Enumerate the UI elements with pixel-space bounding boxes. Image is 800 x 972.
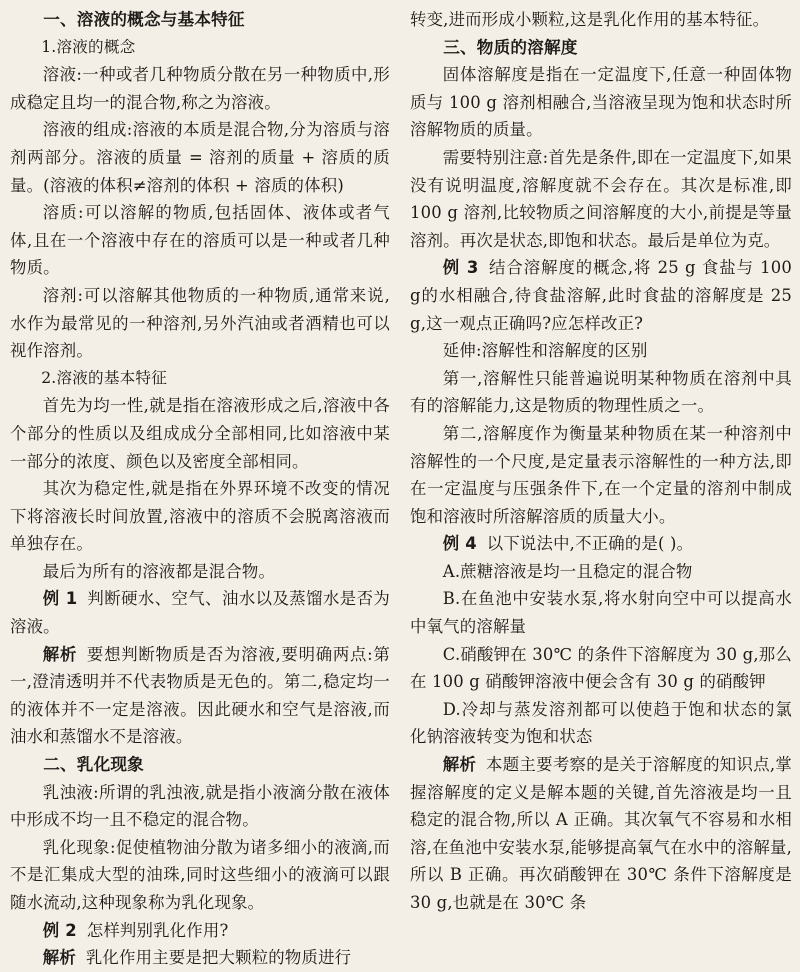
example-2-analysis [10,944,390,972]
analysis-1-text: 要想判断物质是否为溶液,要明确两点:第一,澄清透明并不代表物质是无色的。第二,稳定均一的液体并不一定是溶液。因此硬水和空气是溶液,而油水和蒸馏水不是溶液。 [10,644,391,747]
para-solution-definition: 溶液:一种或者几种物质分散在另一种物质中,形成稳定且均一的混合物,称之为溶液。 [10,65,390,112]
example-4-text: 以下说法中,不正确的是( )。 [486,534,694,554]
para-extension: 延伸:溶解性和溶解度的区别 [442,341,648,361]
left-column [10,6,390,972]
para-uniformity: 首先为均一性,就是指在溶液形成之后,溶液中各个部分的性质以及组成成分全部相同,比如溶液中某一部分的浓度、颜色以及密度全部相同。 [10,396,390,471]
para-solute: 溶质:可以溶解的物质,包括固体、液体或者气体,且在一个溶液中存在的溶质可以是一种或者几种物质。 [10,203,390,278]
analysis-1-tag: 解析 [42,644,78,664]
section-2-title: 二、乳化现象 [43,755,144,775]
option-c: C.硝酸钾在 30℃ 的条件下溶解度为 30 g,那么在 100 g 硝酸钾溶液中便会含有 30 g 的硝酸钾 [410,644,792,692]
example-3 [410,254,792,337]
para-special-note: 需要特别注意:首先是条件,即在一定温度下,如果没有说明温度,溶解度就不会存在。其次是标准,即 100 g 溶剂,比较物质之间溶解度的大小,前提是等量溶剂。再次是状态,即饱和状态。最后是单位为克。 [410,147,792,250]
option-b: B.在鱼池中安装水泵,将水射向空中可以提高水中氧气的溶解量 [410,589,792,637]
example-4 [410,530,792,558]
example-2-tag: 例 2 [42,920,77,940]
continued-text: 转变,进而形成小颗粒,这是乳化作用的基本特征。 [410,10,770,29]
subsection-1-title: 1.溶液的概念 [41,37,136,56]
para-difference-second: 第二,溶解度作为衡量某种物质在某一种溶剂中溶解性的一个尺度,是定量表示溶解性的一种方法,即在一定温度与压强条件下,在一个定量的溶剂中制成饱和溶液时所溶解溶质的质量大小。 [410,423,792,526]
analysis-2-tag: 解析 [42,948,76,968]
analysis-4-tag: 解析 [442,755,477,775]
example-1 [10,585,390,640]
option-a: A.蔗糖溶液是均一且稳定的混合物 [442,561,693,581]
para-solvent: 溶剂:可以溶解其他物质的一种物质,通常来说,水作为最常见的一种溶剂,另外汽油或者酒精也可以视作溶剂。 [10,285,390,361]
example-1-text: 判断硬水、空气、油水以及蒸馏水是否为溶液。 [10,589,390,637]
para-solution-composition: 溶液的组成:溶液的本质是混合物,分为溶质与溶剂两部分。溶液的质量 = 溶剂的质量 + 溶质的质量。(溶液的体积≠溶剂的体积 + 溶质的体积) [10,120,390,195]
example-2 [10,917,390,945]
example-3-tag: 例 3 [442,258,479,278]
example-4-analysis [410,751,792,917]
analysis-2-text: 乳化作用主要是把大颗粒的物质进行 [85,948,352,968]
section-1-title: 一、溶液的概念与基本特征 [43,10,245,29]
subsection-2-title: 2.溶液的基本特征 [41,368,168,387]
para-mixture: 最后为所有的溶液都是混合物。 [42,561,276,581]
example-2-text: 怎样判别乳化作用? [86,920,229,940]
para-stability: 其次为稳定性,就是指在外界环境不改变的情况下将溶液长时间放置,溶液中的溶质不会脱离溶液而单独存在。 [10,479,390,554]
example-4-tag: 例 4 [442,534,477,554]
option-d: D.冷却与蒸发溶剂都可以使趋于饱和状态的氯化钠溶液转变为饱和状态 [410,699,792,747]
analysis-4-text: 本题主要考察的是关于溶解度的知识点,掌握溶解度的定义是解本题的关键,首先溶液是均一且稳定的混合物,所以 A 正确。其次氧气不容易和水相溶,在鱼池中安装水泵,能够提高氧气在水中的溶解量,所以 B 正确。再次硝酸钾在 30℃ 条件下溶解度是 30 g,也就是在 30℃ 条 [410,755,792,912]
column-gutter [398,0,399,951]
para-solubility-definition: 固体溶解度是指在一定温度下,任意一种固体物质与 100 g 溶剂相融合,当溶液呈现为饱和状态时所溶解物质的质量。 [410,65,792,140]
para-emulsion: 乳浊液:所谓的乳浊液,就是指小液滴分散在液体中形成不均一且不稳定的混合物。 [10,782,390,830]
para-emulsification: 乳化现象:促使植物油分散为诸多细小的液滴,而不是汇集成大型的油珠,同时这些细小的液滴可以跟随水流动,这种现象称为乳化现象。 [10,837,390,912]
section-3-title: 三、物质的溶解度 [443,37,578,57]
right-column [410,6,792,917]
example-1-analysis [10,641,390,751]
example-1-tag: 例 1 [42,589,78,609]
example-3-text: 结合溶解度的概念,将 25 g 食盐与 100 g的水相融合,待食盐溶解,此时食盐的溶解度是 25 g,这一观点正确吗?应怎样改正? [410,258,792,333]
para-difference-first: 第一,溶解性只能普遍说明某种物质在溶剂中具有的溶解能力,这是物质的物理性质之一。 [410,368,792,416]
